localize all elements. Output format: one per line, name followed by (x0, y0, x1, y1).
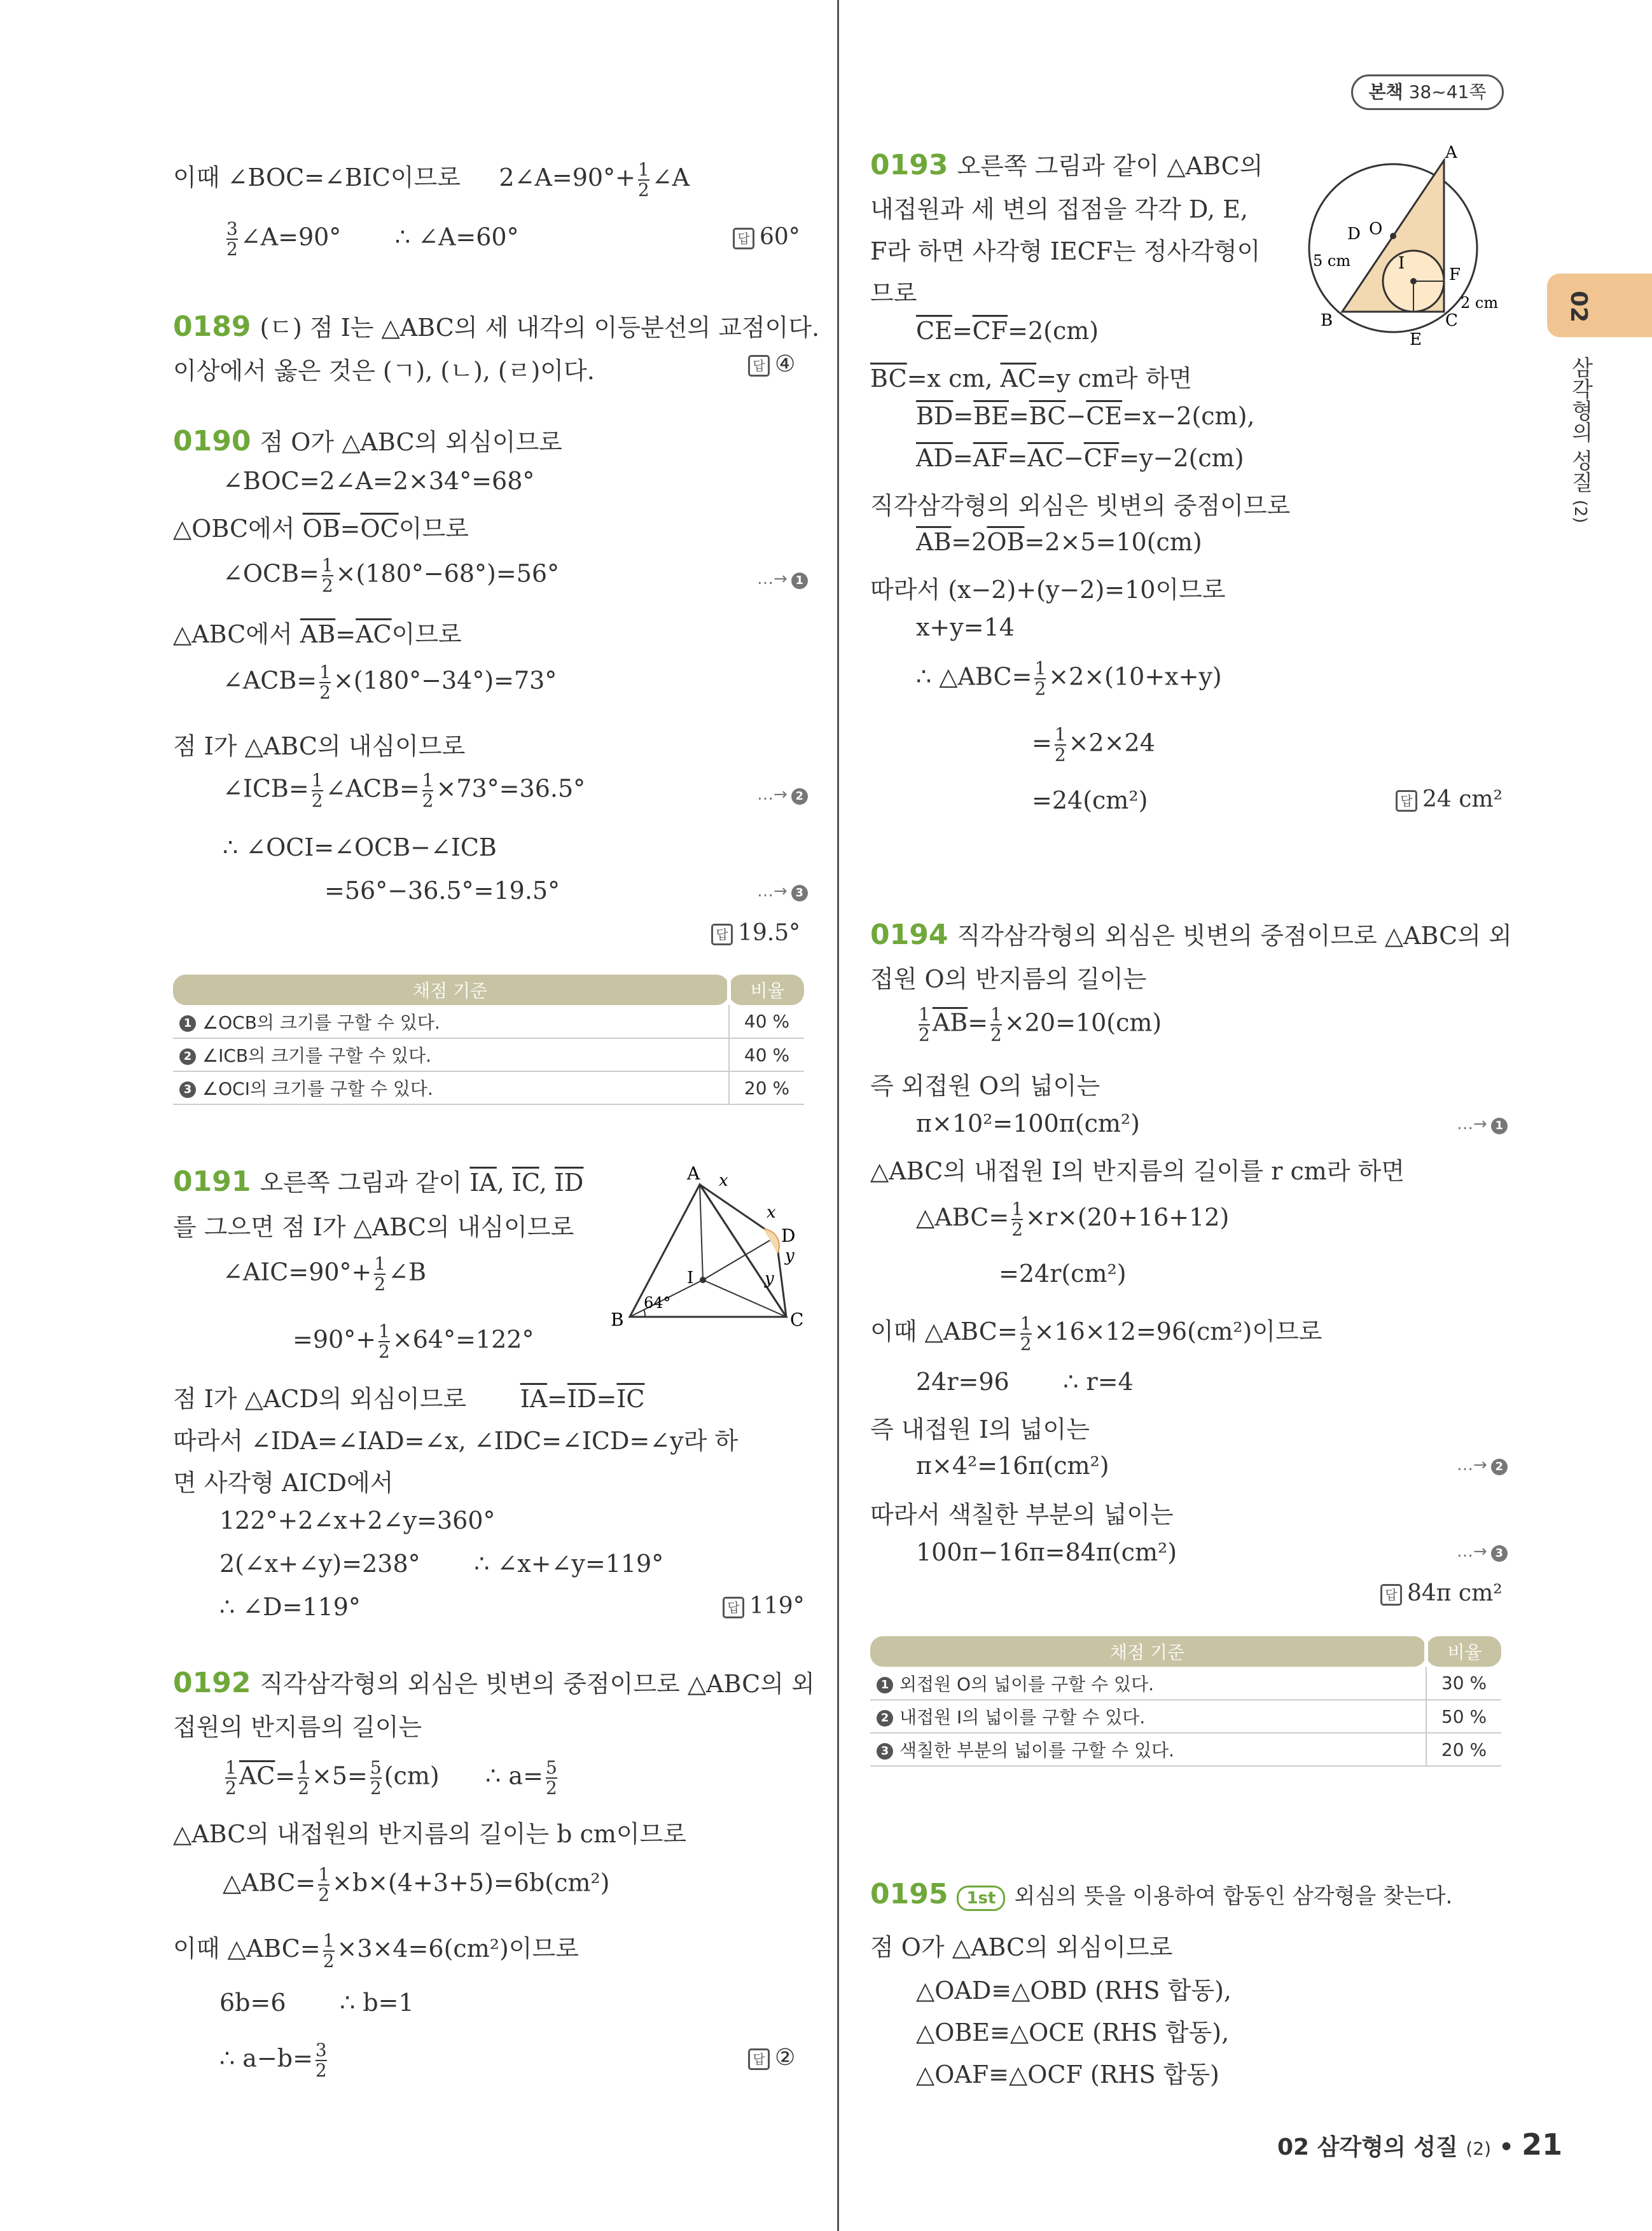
p192-line3: $\frac{1}{2}$ $\overline{AC}=$ $\frac{1}{2}$ ×5= $\frac{5}{2}$ (cm) ∴ a= $\frac{5}{2}$ (225, 1757, 557, 1798)
p193-line12: x+y=14 (916, 613, 1015, 641)
label-a: A (1445, 143, 1457, 162)
chapter-tab-number: 02 (1565, 290, 1592, 323)
label-e: E (1410, 330, 1422, 349)
p193-line10: $\overline{AB}=2\overline{OB}=2\times 5=10(cm)$ (916, 528, 1202, 556)
rubric-row: 1 ∠OCB의 크기를 구할 수 있다. 40 % (173, 1005, 804, 1038)
column-divider (837, 0, 839, 2231)
label-y-bottom: y (765, 1269, 774, 1288)
p190-line4: ∠OCB= $\frac{1}{2}$ ×(180°−68°)=56° (223, 555, 560, 596)
label-i: I (687, 1268, 694, 1288)
answer-icon: 답 (748, 355, 770, 377)
p194-line4: 즉 외접원 O의 넓이는 (870, 1072, 1100, 1100)
reference-pages-badge: 본책 38~41쪽 (1351, 74, 1504, 110)
p194-line8: =24r(cm²) (999, 1260, 1127, 1288)
angle-b-label: 64° (644, 1294, 671, 1312)
p194-line6: △ABC의 내접원 I의 반지름의 길이를 r cm라 하면 (870, 1157, 1405, 1185)
p192-line8: ∴ a−b= $\frac{3}{2}$ (219, 2040, 327, 2081)
p192-line1: 0192 직각삼각형의 외심은 빗변의 중점이므로 △ABC의 외 (173, 1667, 815, 1699)
p194-line1: 0194 직각삼각형의 외심은 빗변의 중점이므로 △ABC의 외 (870, 919, 1512, 951)
p190-rubric-table (173, 975, 804, 1105)
p193-line6: $\overline{BC}=x$ cm, $\overline{AC}=y$ cm라 하면 (870, 365, 1192, 393)
segment-ia (700, 1185, 703, 1280)
p191-line3: ∠AIC=90°+ $\frac{1}{2}$ ∠B (223, 1253, 426, 1295)
rubric-row: 2 ∠ICB의 크기를 구할 수 있다. 40 % (173, 1038, 804, 1071)
p188-line2: $\frac{3}{2}$ ∠A=90° ∴ ∠A=60° (226, 218, 519, 260)
p193-line11: 따라서 (x−2)+(y−2)=10이므로 (870, 576, 1226, 604)
p190-line2: ∠BOC=2∠A=2×34°=68° (223, 467, 535, 495)
p190-line6: ∠ACB= $\frac{1}{2}$ ×(180°−34°)=73° (223, 662, 557, 703)
step-marker-3: …→ 3 (1457, 1542, 1508, 1562)
answer-icon: 답 (723, 1597, 744, 1618)
p188-answer: 답 60° (733, 224, 800, 250)
step-marker-2: …→ 2 (1457, 1456, 1508, 1475)
label-b: B (611, 1309, 624, 1330)
incenter-i (700, 1277, 706, 1283)
p191-line5: 점 I가 △ACD의 외심이므로 $\overline{IA}=\overline{ID}=\overline{IC}$ (173, 1385, 645, 1413)
step-marker-3: …→ 3 (757, 882, 808, 901)
label-c: C (1445, 311, 1458, 330)
p193-line9: 직각삼각형의 외심은 빗변의 중점이므로 (870, 492, 1291, 520)
label-y-right: y (785, 1246, 795, 1265)
label-i: I (1398, 254, 1405, 273)
rubric-header: 채점 기준 (173, 975, 729, 1005)
p192-line4: △ABC의 내접원의 반지름의 길이는 b cm이므로 (173, 1820, 687, 1848)
p194-line7: △ABC= $\frac{1}{2}$ ×r×(20+16+12) (916, 1199, 1230, 1240)
p191-line4: =90°+ $\frac{1}{2}$ ×64°=122° (293, 1321, 534, 1362)
p194-line12: π×4²=16π(cm²) (916, 1452, 1109, 1480)
p191-line10: ∴ ∠D=119° (219, 1593, 361, 1621)
p190-line7: 점 I가 △ABC의 내심이므로 (173, 732, 466, 760)
p190-line9: ∴ ∠OCI=∠OCB−∠ICB (223, 833, 497, 861)
p191-figure (604, 1159, 821, 1337)
p192-line2: 접원의 반지름의 길이는 (173, 1713, 422, 1741)
answer-icon: 답 (1396, 790, 1417, 812)
p194-answer: 답 84π cm² (1380, 1580, 1503, 1606)
p193-figure (1285, 141, 1514, 358)
p194-line14: 100π−16π=84π(cm²) (916, 1538, 1177, 1566)
p194-rubric-table (870, 1636, 1501, 1767)
incenter-i (1410, 278, 1417, 284)
label-x-top: x (719, 1171, 728, 1190)
p193-line14: = $\frac{1}{2}$ ×2×24 (1032, 724, 1155, 765)
rubric-row: 2 내접원 I의 넓이를 구할 수 있다. 50 % (870, 1700, 1501, 1733)
p191-line1: 0191 오른쪽 그림과 같이 $\overline{IA}$, $\overline{IC}$, $\overline{ID}$ (173, 1165, 584, 1198)
p195-line1: 0195 1st 외심의 뜻을 이용하여 합동인 삼각형을 찾는다. (870, 1878, 1453, 1910)
p192-line7: 6b=6 ∴ b=1 (219, 1989, 414, 2017)
page-footer: 02 삼각형의 성질 (2) • 21 (1277, 2127, 1563, 2162)
p193-line8: $\overline{AD}=\overline{AF}=\overline{AC}-\overline{CF}=y-2(cm)$ (916, 444, 1244, 472)
label-a: A (687, 1163, 700, 1184)
p192-answer: 답 ② (748, 2045, 795, 2071)
p189-line2: 이상에서 옳은 것은 (ㄱ), (ㄴ), (ㄹ)이다. (173, 357, 595, 385)
p190-line10: =56°−36.5°=19.5° (324, 877, 560, 905)
p194-line2: 접원 O의 반지름의 길이는 (870, 965, 1147, 993)
page-number: 21 (1522, 2127, 1563, 2162)
rubric-header-ratio: 비율 (729, 975, 804, 1005)
p195-line3: △OAD≡△OBD (RHS 합동), (916, 1977, 1232, 2005)
label-d: D (1347, 225, 1361, 244)
label-f: F (1449, 265, 1461, 284)
p193-line7: $\overline{BD}=\overline{BE}=\overline{BC}-\overline{CE}=x-2(cm)$, (916, 402, 1255, 430)
p191-line9: 2(∠x+∠y)=238° ∴ ∠x+∠y=119° (219, 1550, 664, 1578)
p191-line6: 따라서 ∠IDA=∠IAD=∠x, ∠IDC=∠ICD=∠y라 하 (173, 1427, 739, 1455)
p189-answer: 답 ④ (748, 351, 795, 377)
p194-line9: 이때 △ABC= $\frac{1}{2}$ ×16×12=96(cm²)이므로 (870, 1312, 1322, 1354)
label-c: C (790, 1309, 804, 1330)
p191-line8: 122°+2∠x+2∠y=360° (219, 1506, 496, 1534)
p192-line6: 이때 △ABC= $\frac{1}{2}$ ×3×4=6(cm²)이므로 (173, 1929, 579, 1971)
p191-line2: 를 그으면 점 I가 △ABC의 내심이므로 (173, 1213, 574, 1241)
p193-line15: =24(cm²) (1032, 786, 1148, 814)
rubric-header-ratio: 비율 (1426, 1636, 1501, 1667)
p195-line2: 점 O가 △ABC의 외심이므로 (870, 1933, 1173, 1961)
p191-line7: 면 사각형 AICD에서 (173, 1469, 394, 1497)
p189-line1: 0189 (ㄷ) 점 I는 △ABC의 세 내각의 이등분선의 교점이다. (173, 310, 820, 343)
chapter-tab-title: 삼각형의 성질 (2) (1567, 356, 1593, 524)
p193-line13: ∴ △ABC= $\frac{1}{2}$ ×2×(10+x+y) (916, 658, 1222, 699)
label-2cm: 2 cm (1461, 294, 1499, 312)
p194-line13: 따라서 색칠한 부분의 넓이는 (870, 1501, 1174, 1529)
p194-line10: 24r=96 ∴ r=4 (916, 1368, 1134, 1396)
label-5cm: 5 cm (1313, 252, 1351, 270)
p190-line1: 0190 점 O가 △ABC의 외심이므로 (173, 425, 562, 457)
p190-line8: ∠ICB= $\frac{1}{2}$ ∠ACB= $\frac{1}{2}$ ×73°=36.5° (223, 770, 586, 811)
step-marker-2: …→ 2 (757, 785, 808, 805)
p193-line4: 므로 (870, 279, 917, 307)
label-o: O (1369, 219, 1383, 239)
p194-line11: 즉 내접원 I의 넓이는 (870, 1415, 1090, 1443)
p193-line3: F라 하면 사각형 IECF는 정사각형이 (870, 237, 1261, 265)
rubric-row: 3 색칠한 부분의 넓이를 구할 수 있다. 20 % (870, 1733, 1501, 1766)
answer-icon: 답 (711, 924, 733, 945)
p190-line5: △ABC에서 $\overline{AB}=\overline{AC}$이므로 (173, 620, 462, 648)
label-d: D (781, 1225, 796, 1246)
rubric-row: 3 ∠OCI의 크기를 구할 수 있다. 20 % (173, 1071, 804, 1104)
p193-line5: $\overline{CE}=\overline{CF}=2(cm)$ (916, 317, 1099, 345)
p192-line5: △ABC= $\frac{1}{2}$ ×b×(4+3+5)=6b(cm²) (223, 1864, 610, 1905)
p191-answer: 답 119° (723, 1593, 805, 1619)
answer-icon: 답 (748, 2048, 770, 2070)
step-marker-1: …→ 1 (1457, 1115, 1508, 1134)
angle-d-mark (763, 1229, 779, 1253)
p188-line1: 이때 ∠BOC=∠BIC이므로 2∠A=90°+ $\frac{1}{2}$ ∠A (173, 158, 690, 200)
p194-line3: $\frac{1}{2}$ $\overline{AB}=$ $\frac{1}{2}$ ×20=10(cm) (919, 1004, 1162, 1045)
p193-line1: 0193 오른쪽 그림과 같이 △ABC의 (870, 149, 1263, 181)
circumcenter-o (1390, 233, 1396, 239)
p193-answer: 답 24 cm² (1396, 786, 1503, 812)
p190-answer: 답 19.5° (711, 920, 800, 946)
p193-line2: 내접원과 세 변의 접점을 각각 D, E, (870, 195, 1248, 223)
step-marker-1: …→ 1 (757, 569, 808, 589)
label-b: B (1321, 311, 1333, 330)
rubric-row: 1 외접원 O의 넓이를 구할 수 있다. 30 % (870, 1667, 1501, 1700)
p195-line4: △OBE≡△OCE (RHS 합동), (916, 2019, 1230, 2047)
first-step-badge: 1st (957, 1886, 1005, 1911)
rubric-header: 채점 기준 (870, 1636, 1426, 1667)
answer-icon: 답 (1380, 1584, 1402, 1606)
answer-icon: 답 (733, 228, 754, 249)
label-x-right: x (767, 1203, 776, 1222)
p190-line3: △OBC에서 $\overline{OB}=\overline{OC}$이므로 (173, 515, 469, 543)
p195-line5: △OAF≡△OCF (RHS 합동) (916, 2061, 1219, 2089)
p194-line5: π×10²=100π(cm²) (916, 1109, 1140, 1137)
